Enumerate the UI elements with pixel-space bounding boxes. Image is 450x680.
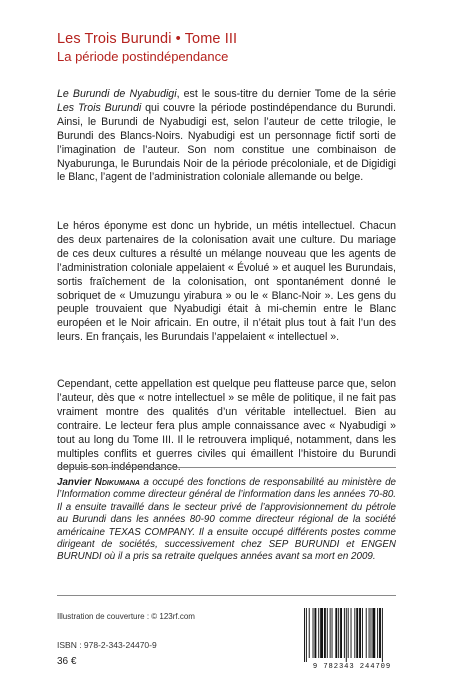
- barcode-bar: [338, 608, 339, 658]
- barcode-bars: [300, 608, 404, 662]
- author-first-name: Janvier: [57, 477, 92, 488]
- barcode-bar: [356, 608, 358, 658]
- paragraph-2: [57, 220, 396, 345]
- barcode-bar: [330, 608, 331, 658]
- series-italic: Les Trois Burundi: [57, 101, 142, 114]
- barcode-bar: [327, 608, 328, 658]
- divider-top: [57, 467, 396, 468]
- barcode-bar: [304, 608, 305, 662]
- barcode: [300, 608, 404, 672]
- barcode-bar: [332, 608, 333, 658]
- author-last-name: Ndikumana: [94, 477, 140, 488]
- barcode-bar: [366, 608, 367, 658]
- barcode-digits: 9 782343 244709: [312, 663, 392, 671]
- author-bio-text: a occupé des fonctions de responsabilité au ministère de l’Information comme directeur général de l’information dans les années 70-80. Il a ensuite travaillé dans le secteur privé de l’approvisionnement du pétrole au Burundi dans les années 80-90 comme directeur régional de la société américaine TEXAS COMPANY. Il a ensuite occupé différents postes comme dirigeant de sociétés, successivement chez SEP BURUNDI et ENGEN BURUNDI où il a pris sa retraite quelques années avant sa mort en 2009.: [57, 477, 396, 563]
- barcode-bar: [362, 608, 363, 658]
- barcode-bar: [382, 608, 383, 662]
- author-bio: [57, 477, 396, 564]
- book-title: Les Trois Burundi • Tome III: [57, 31, 238, 47]
- paragraph-2-text: Le héros éponyme est donc un hybride, un métis intellectuel. Chacun des deux partenaires de la colonisation avait une culture. Du mariage de ces deux cultures a résulté un mélange nouveau que les agents de l’administration coloniale appelaient « Évolué » et auquel les Burundais, sortis fraîchement de la colonisation, ont spontanément donné le sobriquet de « Umuzungu yirabura » ou le « Blanc-Noir ». Les gens du peuple trouvaient que Nyabudigi était à mi-chemin entre le Blanc européen et le Noir africain. En outre, il n’était plus tout à fait l’un des leurs. En français, les Burundais l’appelaient « intellectuel ».: [57, 220, 396, 344]
- divider-bottom: [57, 595, 396, 596]
- barcode-bar: [344, 608, 345, 658]
- barcode-bar: [320, 608, 323, 658]
- barcode-bar: [371, 608, 372, 658]
- barcode-bar: [324, 608, 326, 658]
- barcode-bar: [318, 608, 319, 658]
- paragraph-1-text-a: , est le sous-titre du dernier Tome de la série: [176, 88, 396, 100]
- book-subtitle: La période postindépendance: [57, 49, 229, 64]
- barcode-bar: [340, 608, 342, 658]
- price: 36 €: [57, 656, 77, 667]
- paragraph-1-text-b: qui couvre la période postindépendance du Burundi. Ainsi, le Burundi de Nyabudigi est, selon l’auteur de cette trilogie, le Burundi des Blancs-Noirs. Nyabudigi est un personnage fictif sorti de l’imagination de l’auteur. Son nom constitue une combinaison de Nyaburunga, le Burundais Noir de la période précoloniale, et de Digidigi le Blanc, l’agent de l’administration coloniale allemande ou belge.: [57, 101, 396, 184]
- barcode-bar: [309, 608, 310, 658]
- barcode-bar: [359, 608, 361, 658]
- paragraph-1: [57, 88, 396, 185]
- author-name: [57, 477, 140, 488]
- barcode-bar: [379, 608, 381, 658]
- barcode-bar: [377, 608, 378, 658]
- barcode-bar: [351, 608, 352, 658]
- illustration-credit: Illustration de couverture : © 123rf.com: [57, 612, 195, 621]
- barcode-bar: [369, 608, 370, 658]
- barcode-bar: [335, 608, 337, 658]
- barcode-bar: [306, 608, 307, 662]
- barcode-bar: [354, 608, 355, 658]
- subtitle-italic: Le Burundi de Nyabudigi: [57, 88, 177, 100]
- isbn: ISBN : 978-2-343-24470-9: [57, 640, 157, 650]
- barcode-bar: [372, 608, 375, 658]
- barcode-bar: [348, 608, 349, 658]
- paragraph-3: [57, 378, 396, 475]
- barcode-bar: [314, 608, 316, 658]
- paragraph-3-text: Cependant, cette appellation est quelque peu flatteuse parce que, selon l’auteur, dès que « notre intellectuel » se mêle de politique, il ne fait pas vraiment montre des qualités d’un véritable intellectuel. Bien au contraire. Le lecteur fera plus ample connaissance avec « Nyabudigi » tout au long du Tome III. Il le retrouvera impliqué, notamment, dans les multiples conflits et guerres civiles qui émaillent l’histoire du Burundi depuis son indépendance.: [57, 378, 396, 474]
- barcode-bar: [346, 608, 347, 662]
- barcode-bar: [313, 608, 314, 658]
